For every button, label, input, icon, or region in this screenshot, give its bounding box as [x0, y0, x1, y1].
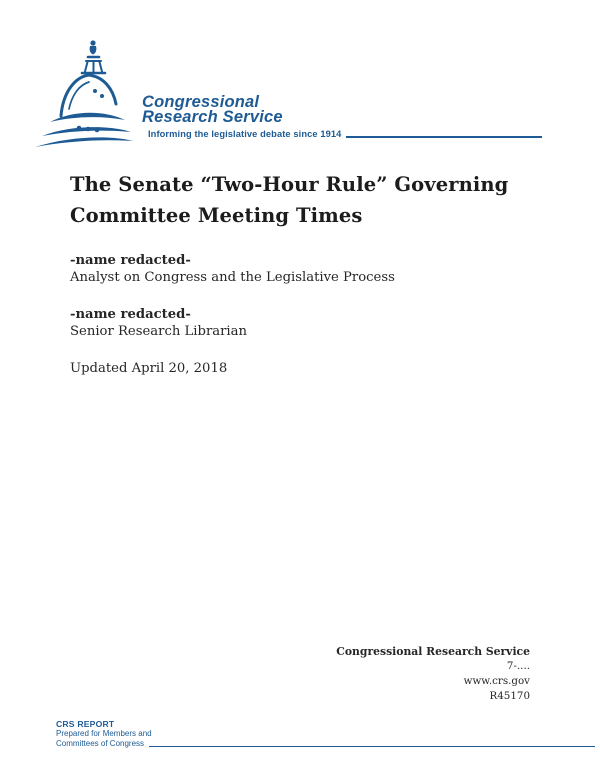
- report-title: [70, 170, 550, 231]
- brand-name-line2: Research Service: [142, 107, 283, 126]
- crs-report-footer: [56, 719, 595, 749]
- author-block: [70, 252, 470, 377]
- crs-masthead: [142, 95, 542, 140]
- capitol-dome-icon: [28, 38, 136, 150]
- masthead-rule: [346, 136, 542, 138]
- author-name: -name redacted-: [70, 307, 191, 322]
- footer-line1: Prepared for Members and: [56, 729, 152, 738]
- footer-label: CRS REPORT: [56, 719, 115, 729]
- footer-rule: [149, 746, 595, 747]
- report-title-line1: The Senate “Two-Hour Rule” Governing: [70, 173, 509, 196]
- meta-phone: 7-....: [506, 660, 530, 672]
- meta-org-name: Congressional Research Service: [336, 645, 530, 658]
- meta-website: www.crs.gov: [463, 675, 530, 687]
- brand-tagline: Informing the legislative debate since 1914: [148, 129, 342, 139]
- author-entry: [70, 306, 470, 340]
- author-role: Analyst on Congress and the Legislative Process: [70, 270, 395, 285]
- report-meta-block: [336, 644, 530, 704]
- brand-name-line1: Congressional: [142, 93, 260, 111]
- meta-report-id: R45170: [489, 690, 530, 702]
- footer-line2: Committees of Congress: [56, 739, 145, 748]
- author-entry: [70, 252, 470, 286]
- author-name: -name redacted-: [70, 253, 191, 268]
- updated-date: Updated April 20, 2018: [70, 361, 228, 376]
- author-role: Senior Research Librarian: [70, 324, 247, 339]
- report-title-line2: Committee Meeting Times: [70, 203, 363, 227]
